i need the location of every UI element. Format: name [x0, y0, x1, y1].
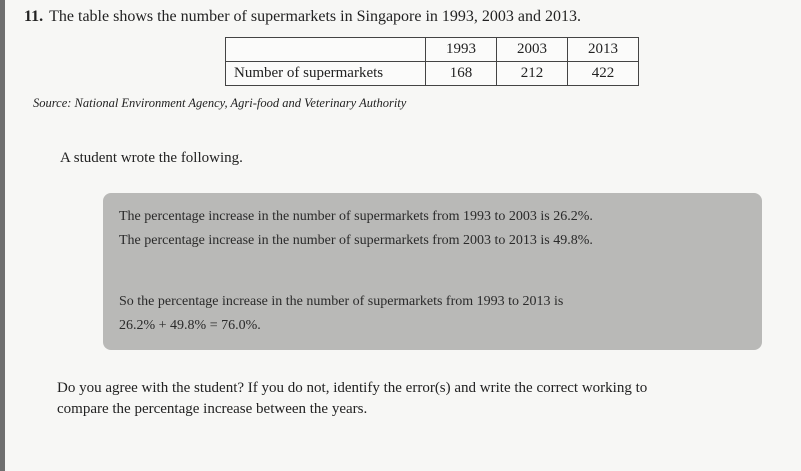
student-working-line-3: So the percentage increase in the number of supermarkets from 1993 to 2013 is [119, 294, 564, 309]
table-header-1993: 1993 [426, 38, 497, 62]
source-citation: Source: National Environment Agency, Agri-food and Veterinary Authority [33, 96, 407, 110]
question-number: 11. [24, 8, 44, 25]
question-prompt-line-1: Do you agree with the student? If you do not, identify the error(s) and write the correct working to [57, 380, 648, 396]
question-prompt [57, 378, 647, 420]
student-working-box [103, 193, 762, 350]
table-row-label: Number of supermarkets [226, 62, 426, 86]
question-text: The table shows the number of supermarkets in Singapore in 1993, 2003 and 2013. [49, 8, 582, 25]
student-working-line-2: The percentage increase in the number of supermarkets from 2003 to 2013 is 49.8%. [119, 233, 593, 248]
supermarket-table [225, 37, 639, 86]
page-edge-shadow [0, 0, 5, 471]
table-header-row [226, 38, 639, 62]
student-working-line-1: The percentage increase in the number of supermarkets from 1993 to 2003 is 26.2%. [119, 209, 593, 224]
table-row [226, 62, 639, 86]
table-corner-cell [226, 38, 426, 62]
table-header-2013: 2013 [568, 38, 639, 62]
question-title [24, 8, 581, 26]
student-intro: A student wrote the following. [60, 150, 243, 166]
table-cell-2003: 212 [497, 62, 568, 86]
student-working-line-4: 26.2% + 49.8% = 76.0%. [119, 318, 261, 333]
table-cell-2013: 422 [568, 62, 639, 86]
table-header-2003: 2003 [497, 38, 568, 62]
question-prompt-line-2: compare the percentage increase between the years. [57, 401, 368, 417]
table-cell-1993: 168 [426, 62, 497, 86]
